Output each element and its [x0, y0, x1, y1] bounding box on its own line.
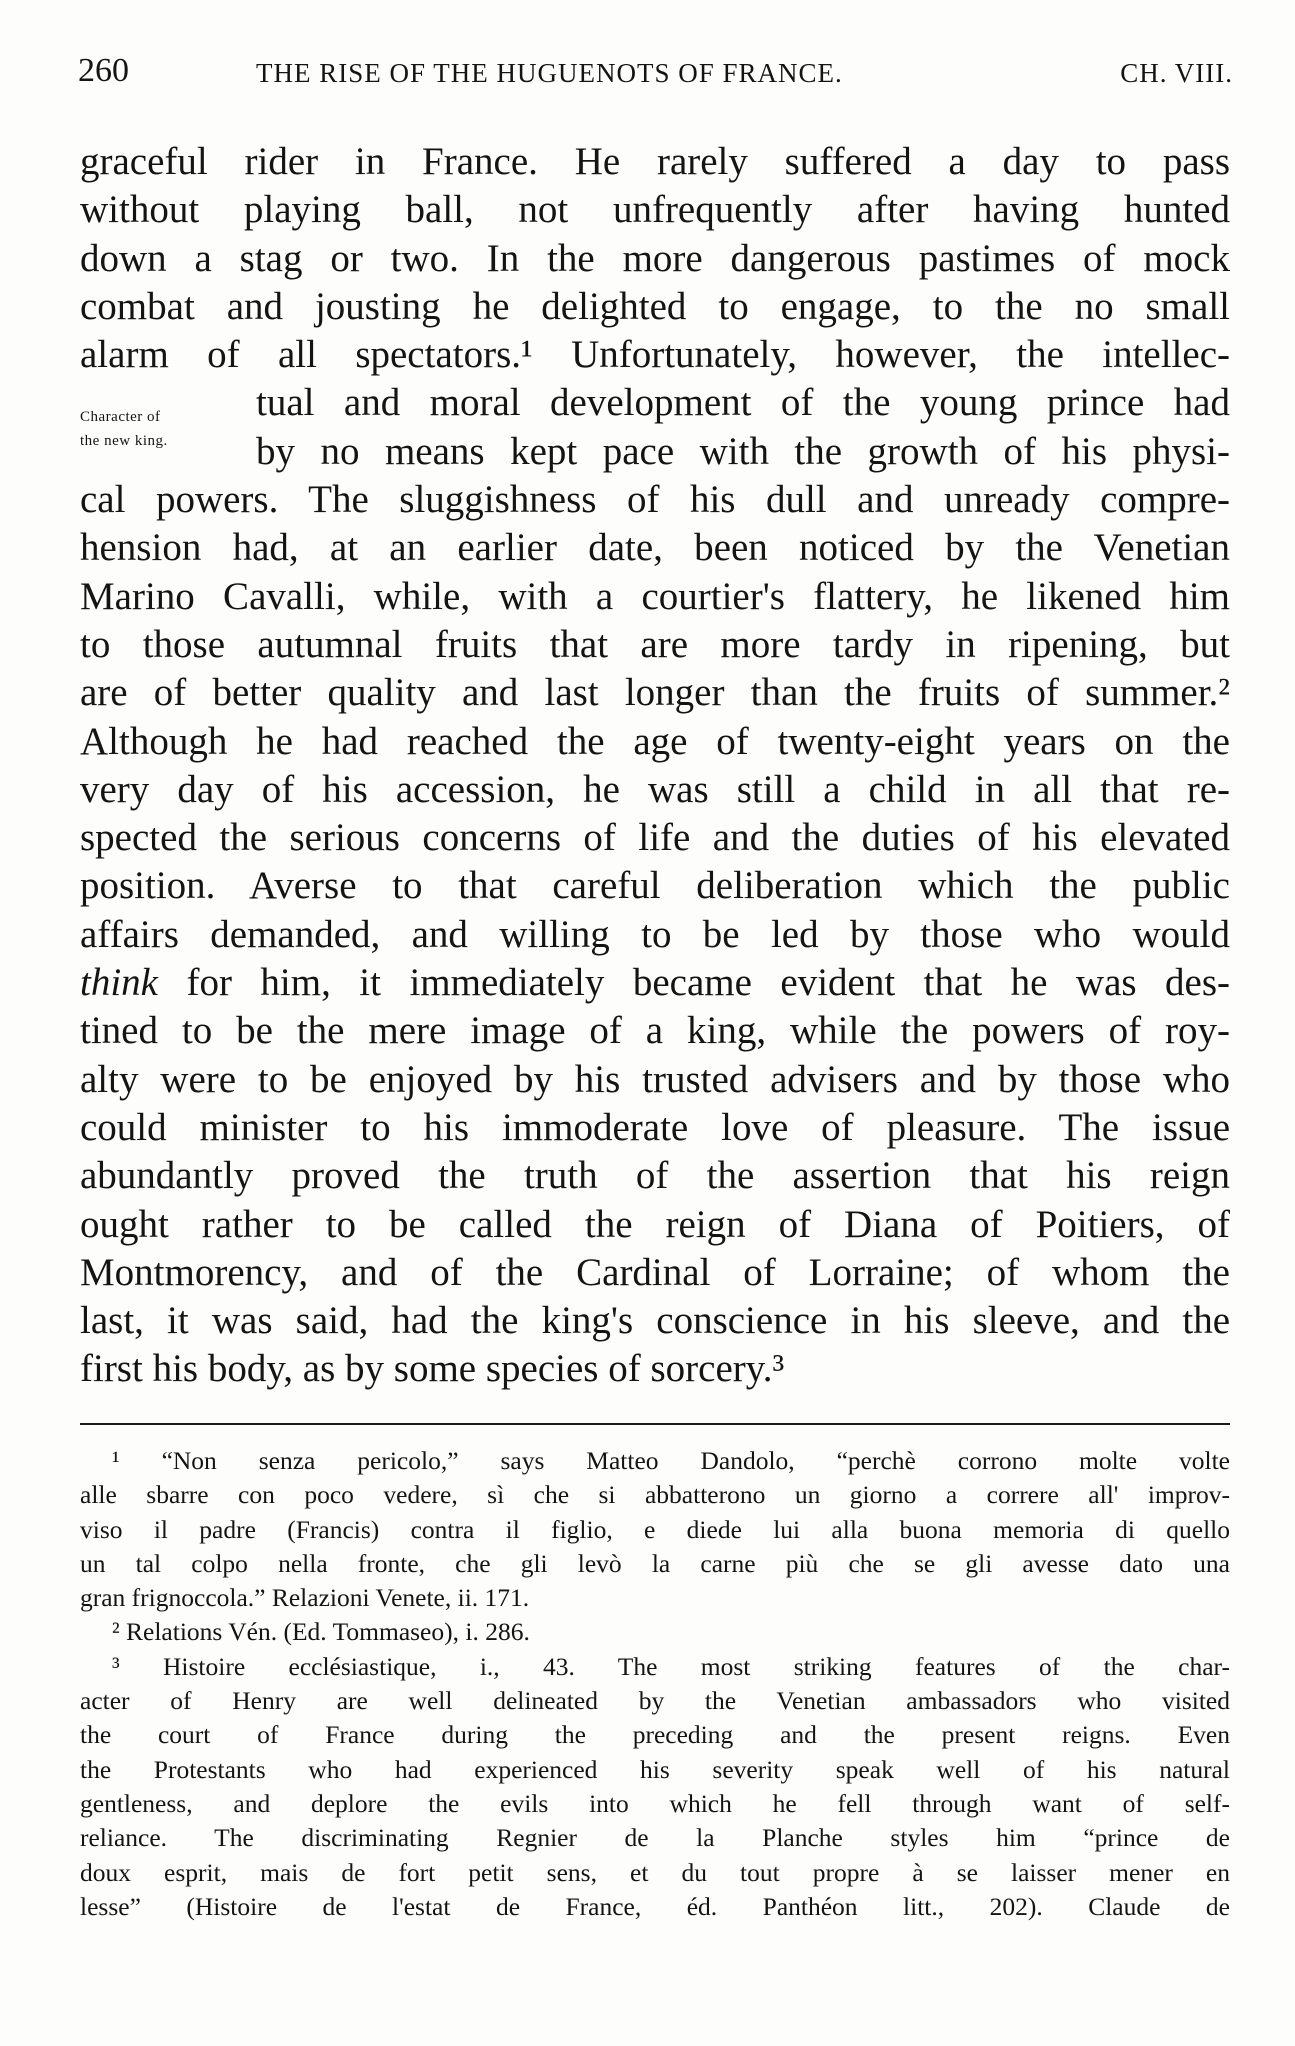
footnote-line: un tal colpo nella fronte, che gli levò la carne più che se gli avesse dato una	[80, 1548, 1230, 1578]
footnote-line: ² Relations Vén. (Ed. Tommaseo), i. 286.	[112, 1617, 530, 1647]
text-line: combat and jousting he delighted to engage, to the no small	[80, 284, 1230, 328]
text-line: alarm of all spectators.¹ Unfortunately, however, the intellec-	[80, 333, 1230, 377]
footnote-line: ³ Histoire ecclésiastique, i., 43. The most striking features of the char-	[112, 1651, 1230, 1681]
page-number: 260	[78, 52, 129, 89]
footnote-line: ¹ “Non senza pericolo,” says Matteo Dandolo, “perchè corrono molte volte	[112, 1446, 1230, 1475]
text-line: Montmorency, and of the Cardinal of Lorraine; of whom the	[80, 1250, 1230, 1294]
text-line: by no means kept pace with the growth of his physi-	[256, 429, 1230, 473]
italic-word: think	[80, 961, 158, 1005]
chapter-label: CH. VIII.	[1120, 58, 1233, 88]
text-line: tined to be the mere image of a king, while the powers of roy-	[80, 1009, 1230, 1053]
footnote-line: viso il padre (Francis) contra il figlio, e diede lui alla buona memoria di quello	[80, 1514, 1230, 1544]
text-line: could minister to his immoderate love of pleasure. The issue	[80, 1105, 1230, 1149]
footnote-line: the court of France during the preceding and the present reigns. Even	[80, 1720, 1230, 1750]
text-line: abundantly proved the truth of the assertion that his reign	[80, 1154, 1230, 1198]
running-header	[78, 52, 1233, 100]
footnotes	[80, 1444, 1230, 1924]
footnote-line: reliance. The discriminating Regnier de la Planche styles him “prince de	[80, 1823, 1230, 1853]
footnote-line: lesse” (Histoire de l'estat de France, éd. Panthéon litt., 202). Claude de	[80, 1891, 1230, 1921]
text-line: Marino Cavalli, while, with a courtier's flattery, he likened him	[80, 574, 1230, 618]
text-line	[80, 959, 1230, 1007]
margin-note-line: Character of	[80, 409, 161, 425]
text-line-rest: for him, it immediately became evident that he was des-	[186, 961, 1231, 1005]
text-line: affairs demanded, and willing to be led by those who would	[80, 912, 1230, 956]
text-line: spected the serious concerns of life and the duties of his elevated	[80, 816, 1230, 860]
body-text	[80, 138, 1230, 1394]
footnote-rule	[80, 1423, 1230, 1425]
running-title: THE RISE OF THE HUGUENOTS OF FRANCE.	[256, 58, 843, 88]
footnote-line: the Protestants who had experienced his severity speak well of his natural	[80, 1754, 1230, 1784]
text-line: down a stag or two. In the more dangerous pastimes of mock	[80, 236, 1230, 280]
text-line: Although he had reached the age of twenty-eight years on the	[80, 719, 1230, 763]
text-line: to those autumnal fruits that are more tardy in ripening, but	[80, 622, 1230, 666]
footnote-line: acter of Henry are well delineated by the Venetian ambassadors who visited	[80, 1686, 1230, 1716]
text-line: last, it was said, had the king's conscience in his sleeve, and the	[80, 1299, 1230, 1343]
text-line: graceful rider in France. He rarely suffered a day to pass	[80, 140, 1230, 183]
text-line: ought rather to be called the reign of Diana of Poitiers, of	[80, 1202, 1230, 1246]
text-line: tual and moral development of the young prince had	[256, 381, 1230, 425]
footnote-line: gentleness, and deplore the evils into which he fell through want of self-	[80, 1788, 1230, 1818]
footnote-line: doux esprit, mais de fort petit sens, et du tout propre à se laisser mener en	[80, 1857, 1230, 1887]
text-line: without playing ball, not unfrequently after having hunted	[80, 188, 1230, 232]
margin-note-line: the new king.	[80, 433, 168, 449]
text-line: cal powers. The sluggishness of his dull and unready compre-	[80, 478, 1230, 522]
footnote-line: gran frignoccola.” Relazioni Venete, ii. 171.	[80, 1583, 530, 1613]
text-line: hension had, at an earlier date, been noticed by the Venetian	[80, 526, 1230, 570]
text-line: very day of his accession, he was still a child in all that re-	[80, 767, 1230, 811]
footnote-line: alle sbarre con poco vedere, sì che si abbatterono un giorno a correre all' improv-	[80, 1480, 1230, 1510]
text-line: are of better quality and last longer than the fruits of summer.²	[80, 671, 1230, 715]
text-line: alty were to be enjoyed by his trusted advisers and by those who	[80, 1057, 1230, 1101]
text-line: first his body, as by some species of sorcery.³	[80, 1347, 785, 1391]
text-line: position. Averse to that careful deliberation which the public	[80, 864, 1230, 908]
